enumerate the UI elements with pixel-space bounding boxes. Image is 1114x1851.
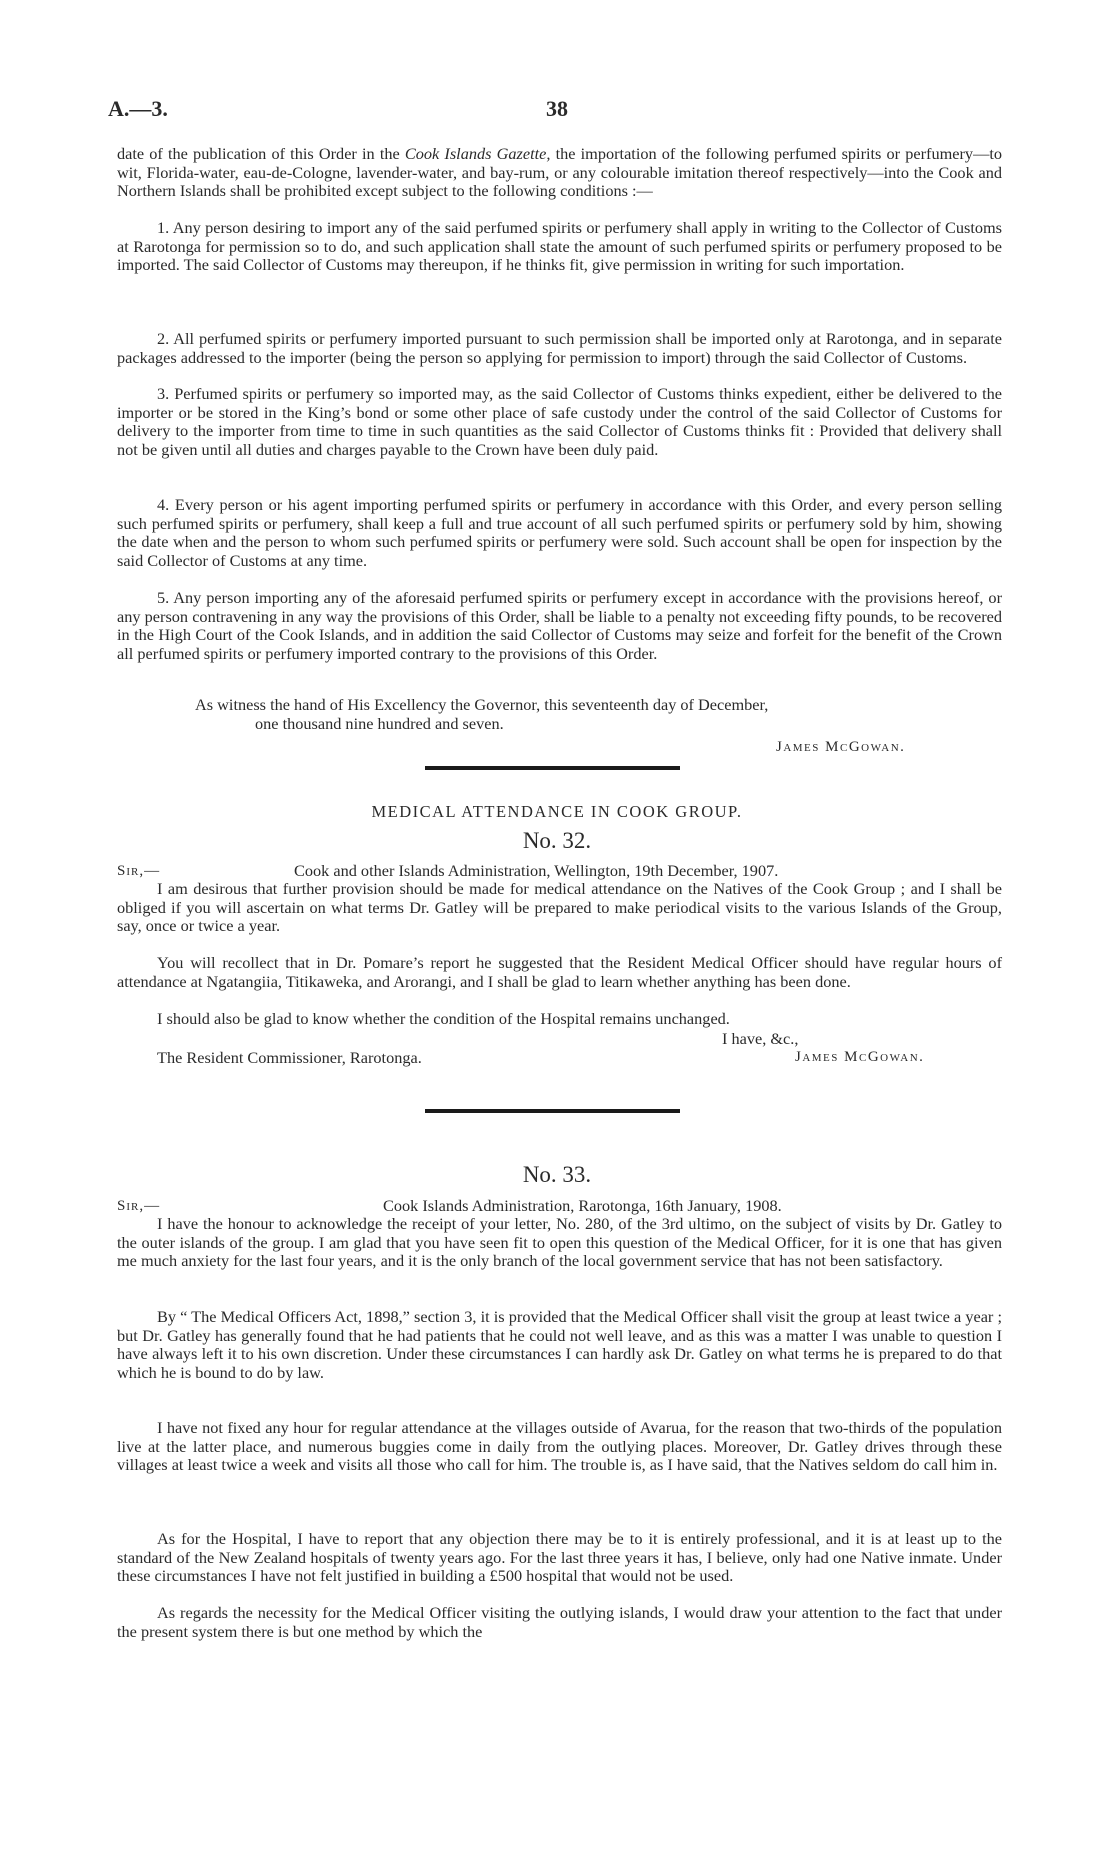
- letter-32-salutation: Sir,—: [117, 863, 161, 879]
- letter-33-number: No. 33.: [522, 1162, 592, 1187]
- order-intro: [117, 145, 1002, 201]
- letter-32-closing: I have, &c.,: [722, 1029, 799, 1048]
- letter-32-number: No. 32.: [522, 828, 592, 853]
- letter-32-paragraph-3: I should also be glad to know whether the condition of the Hospital remains unchanged.: [157, 1009, 730, 1028]
- section-divider-2: [425, 1109, 680, 1113]
- letter-33-salutation: Sir,—: [117, 1198, 161, 1214]
- letter-32-paragraph-2: You will recollect that in Dr. Pomare’s report he suggested that the Resident Medical Officer should have regular hours of attendance at Ngatangiia, Titikaweka, and Arorangi, and I shall be glad to learn whether anything has been done.: [117, 953, 1002, 991]
- order-clause-2: 2. All perfumed spirits or perfumery imported pursuant to such permission shall be imported only at Rarotonga, and in separate packages addressed to the importer (being the person so applying for permission to import) through the said Collector of Customs.: [117, 329, 1002, 367]
- order-clause-3: 3. Perfumed spirits or perfumery so imported may, as the said Collector of Customs thinks expedient, either be delivered to the importer or be stored in the King’s bond or some other place of safe custody under the control of the said Collector of Customs for delivery to the importer from time to time in such quantities as the said Collector of Customs thinks fit : Provided that delivery shall not be given until all duties and charges payable to the Crown have been duly paid.: [117, 384, 1002, 459]
- letter-33-dateline: Cook Islands Administration, Rarotonga, 16th January, 1908.: [383, 1196, 782, 1215]
- order-clause-4: 4. Every person or his agent importing perfumed spirits or perfumery in accordance with this Order, and every person selling such perfumed spirits or perfumery, shall keep a full and true account of all such perfumed spirits or perfumery sold by him, showing the date when and the person to whom such perfumed spirits or perfumery were sold. Such account shall be open for inspection by the said Collector of Customs at any time.: [117, 495, 1002, 570]
- order-clause-5: 5. Any person importing any of the aforesaid perfumed spirits or perfumery except in accordance with the provisions hereof, or any person contravening in any way the provisions of this Order, shall be liable to a penalty not exceeding fifty pounds, to be recovered in the High Court of the Cook Islands, and in addition the said Collector of Customs may seize and forfeit for the benefit of the Crown all perfumed spirits or perfumery imported contrary to the provisions of this Order.: [117, 588, 1002, 663]
- section-divider-1: [425, 766, 680, 770]
- letter-32-paragraph-1: I am desirous that further provision should be made for medical attendance on the Natives of the Cook Group ; and I shall be obliged if you will ascertain on what terms Dr. Gatley will be prepared to make periodical visits to the various Islands of the Group, say, once or twice a year.: [117, 879, 1002, 935]
- letter-32-addressee: The Resident Commissioner, Rarotonga.: [157, 1048, 422, 1067]
- gazette-title: Cook Islands Gazette,: [404, 144, 551, 163]
- page-number: 38: [546, 96, 568, 121]
- letter-33-paragraph-2: By “ The Medical Officers Act, 1898,” section 3, it is provided that the Medical Officer shall visit the group at least twice a year ; but Dr. Gatley has generally found that he had patients that he could not well leave, and as this was a matter I was unable to question I have always left it to his own discretion. Under these circumstances I can hardly ask Dr. Gatley on what terms he is prepared to do that which he is bound to do by law.: [117, 1307, 1002, 1382]
- letter-33-paragraph-5: As regards the necessity for the Medical Officer visiting the outlying islands, I would draw your attention to the fact that under the present system there is but one method by which the: [117, 1603, 1002, 1641]
- letter-33-paragraph-3: I have not fixed any hour for regular attendance at the villages outside of Avarua, for the reason that two-thirds of the population live at the latter place, and numerous buggies come in daily from the outlying places. Moreover, Dr. Gatley drives through these villages at least twice a week and visits all those who call for him. The trouble is, as I have said, that the Natives seldom do call him in.: [117, 1418, 1002, 1474]
- letter-32-dateline: Cook and other Islands Administration, Wellington, 19th December, 1907.: [294, 861, 779, 880]
- parliamentary-paper-ref: A.—3.: [108, 96, 168, 121]
- section-heading: MEDICAL ATTENDANCE IN COOK GROUP.: [371, 802, 743, 821]
- witness-line-1: As witness the hand of His Excellency the Governor, this seventeenth day of December,: [195, 695, 769, 714]
- letter-32-signature: James McGowan.: [795, 1049, 925, 1065]
- order-intro-post: the importation of the following perfumed spirits or perfumery—to wit, Florida-water, eau-de-Cologne, lavender-water, and bay-rum, or any colourable imitation thereof respectively—into the Cook and Northern Islands shall be prohibited except subject to the following conditions :—: [117, 144, 1003, 200]
- letter-33-paragraph-1: I have the honour to acknowledge the receipt of your letter, No. 280, of the 3rd ultimo, on the subject of visits by Dr. Gatley to the outer islands of the group. I am glad that you have seen fit to open this question of the Medical Officer, for it is one that has given me much anxiety for the last four years, and it is the only branch of the local government service that has not been satisfactory.: [117, 1214, 1002, 1270]
- page-header: [108, 96, 1006, 126]
- order-intro-pre: date of the publication of this Order in the: [117, 144, 405, 163]
- order-signature: James McGowan.: [776, 739, 906, 755]
- letter-33-paragraph-4: As for the Hospital, I have to report that any objection there may be to it is entirely professional, and it is at least up to the standard of the New Zealand hospitals of twenty years ago. For the last three years it has, I believe, only had one Native inmate. Under these circumstances I have not felt justified in building a £500 hospital that would not be used.: [117, 1529, 1002, 1585]
- witness-line-2: one thousand nine hundred and seven.: [255, 714, 504, 733]
- order-clause-1: 1. Any person desiring to import any of the said perfumed spirits or perfumery shall apply in writing to the Collector of Customs at Rarotonga for permission so to do, and such application shall state the amount of such perfumed spirits or perfumery proposed to be imported. The said Collector of Customs may thereupon, if he thinks fit, give permission in writing for such importation.: [117, 218, 1002, 274]
